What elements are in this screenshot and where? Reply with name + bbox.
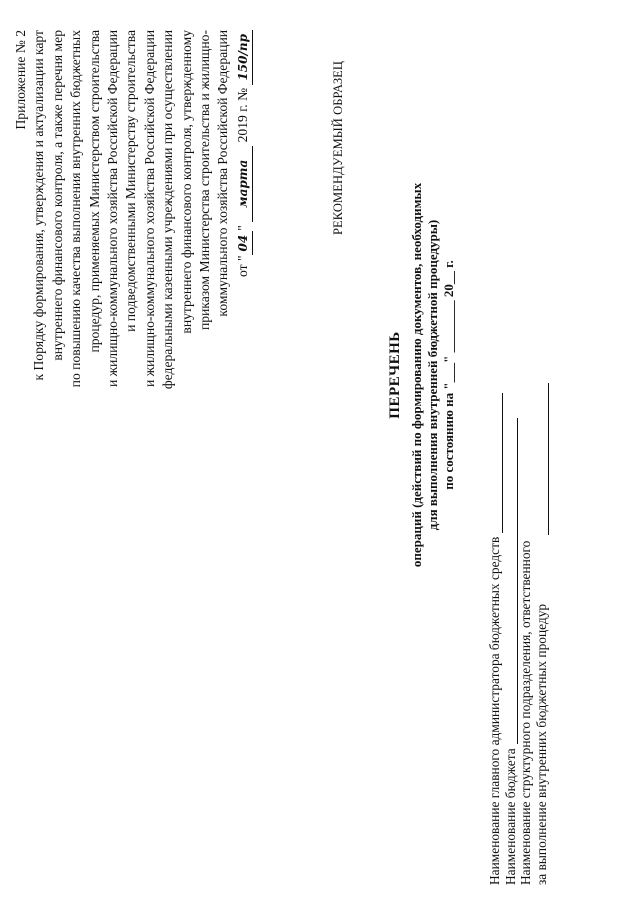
field-budget xyxy=(503,383,519,885)
field-unit xyxy=(518,383,549,885)
field-unit-line xyxy=(536,383,549,535)
appendix-line: коммунального хозяйства Российской Федерации xyxy=(215,30,231,317)
handwritten-month: марта xyxy=(234,146,253,222)
appendix-line: и жилищно-коммунального хозяйства Российской Федерации xyxy=(141,30,157,388)
handwritten-day: 04 xyxy=(234,231,253,256)
appendix-header xyxy=(12,30,253,610)
appendix-line: федеральными казенными учреждениями при осуществлении xyxy=(160,30,176,390)
field-unit-label-line-2: за выполнение внутренних бюджетных процедур xyxy=(533,603,549,885)
date-year: 2019 г. № xyxy=(234,87,250,143)
appendix-line: и жилищно-коммунального хозяйства Российской Федерации xyxy=(105,30,121,388)
appendix-line: внутреннего финансового контроля, а также перечня мер xyxy=(49,30,65,361)
field-admin xyxy=(487,383,503,885)
appendix-line: по повышению качества выполнения внутренних бюджетных xyxy=(68,30,84,388)
field-unit-label-line-1: Наименование структурного подразделения, ответственного xyxy=(518,540,533,885)
approval-date-line xyxy=(234,30,253,610)
date-mid: " xyxy=(234,225,250,231)
appendix-line: внутреннего финансового контроля, утвержденному xyxy=(178,30,194,334)
appendix-line: к Порядку формирования, утверждения и актуализации карт xyxy=(31,30,47,381)
field-admin-line xyxy=(490,393,503,533)
handwritten-number: 150/пр xyxy=(234,30,253,85)
appendix-line: Приложение № 2 xyxy=(13,30,28,130)
heading-line-2: для выполнения внутренней бюджетной процедуры) xyxy=(425,219,440,531)
field-unit-label xyxy=(518,541,549,885)
heading-line-1: операций (действий по формированию документов, необходимых xyxy=(409,182,424,568)
document-fields xyxy=(487,383,549,885)
document-title: ПЕРЕЧЕНЬ xyxy=(387,331,403,419)
appendix-line: приказом Министерства строительства и жилищно- xyxy=(197,30,213,331)
heading-line-3: по состоянию на "___" ________ 20__ г. xyxy=(441,260,456,490)
field-budget-label: Наименование бюджета xyxy=(502,748,518,885)
document-heading xyxy=(387,175,457,575)
date-prefix: от " xyxy=(234,255,250,277)
appendix-line: и подведомственными Министерству строительства xyxy=(123,30,139,332)
field-budget-line xyxy=(505,418,518,744)
field-admin-label: Наименование главного администратора бюджетных средств xyxy=(487,536,502,885)
appendix-line: процедур, применяемых Министерством строительства xyxy=(86,30,102,353)
recommended-sample-label: РЕКОМЕНДУЕМЫЙ ОБРАЗЕЦ xyxy=(331,60,345,235)
